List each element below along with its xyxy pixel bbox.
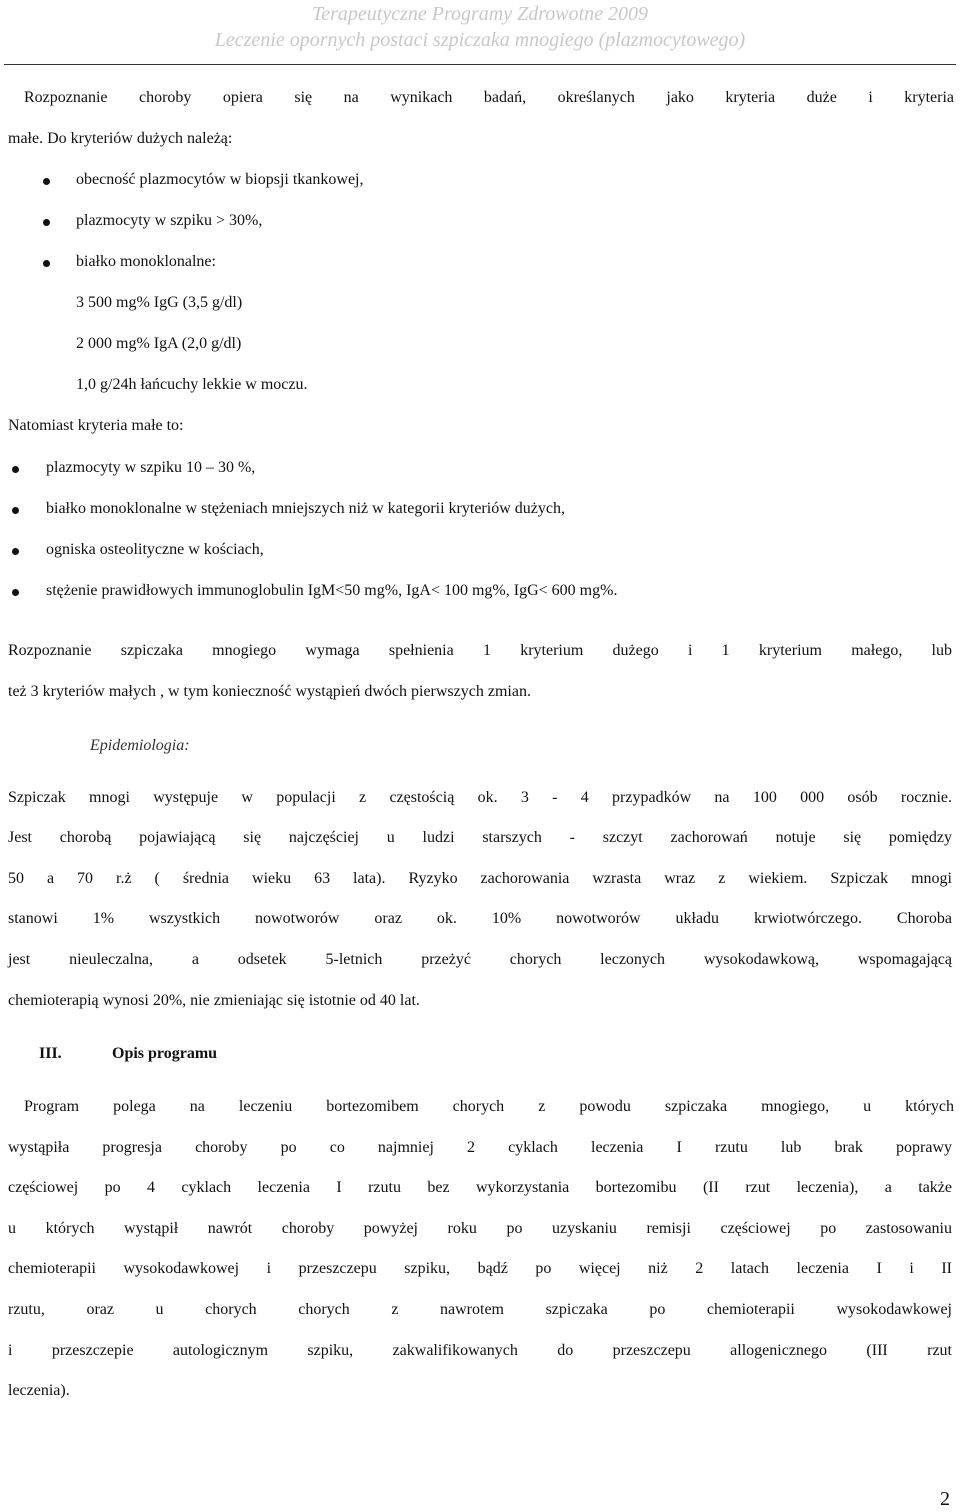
epidemiology-line-1: Szpiczak mnogi występuje w populacji z częstością ok. 3 - 4 przypadków na 100 000 osób rocznie. bbox=[8, 789, 952, 806]
epidemiology-line-3: 50 a 70 r.ż ( średnia wieku 63 lata). Ryzyko zachorowania wzrasta wraz z wiekiem. Szpiczak mnogi bbox=[8, 870, 952, 887]
bullet-icon bbox=[43, 219, 50, 226]
program-line-6: rzutu, oraz u chorych chorych z nawrotem szpiczaka po chemioterapii wysokodawkowej bbox=[8, 1301, 952, 1318]
epidemiology-line-5: jest nieuleczalna, a odsetek 5-letnich przeżyć chorych leczonych wysokodawkową, wspomagającą bbox=[8, 951, 952, 968]
bullet-icon bbox=[12, 589, 19, 596]
program-line-1: Program polega na leczeniu bortezomibem chorych z powodu szpiczaka mnogiego, u których bbox=[24, 1098, 954, 1115]
epidemiology-line-6: chemioterapią wynosi 20%, nie zmieniając się istotnie od 40 lat. bbox=[8, 992, 420, 1009]
epidemiology-line-4: stanowi 1% wszystkich nowotworów oraz ok. 10% nowotworów układu krwiotwórczego. Choroba bbox=[8, 910, 952, 927]
diagnosis-line-1: Rozpoznanie szpiczaka mnogiego wymaga spełnienia 1 kryterium dużego i 1 kryterium małego, lub bbox=[8, 642, 952, 659]
minor-criterion-3: ogniska osteolityczne w kościach, bbox=[46, 541, 264, 558]
program-line-8: leczenia). bbox=[8, 1382, 70, 1399]
minor-criterion-1: plazmocyty w szpiku 10 – 30 %, bbox=[46, 459, 256, 476]
bullet-icon bbox=[43, 178, 50, 185]
section-number: III. bbox=[39, 1045, 62, 1062]
program-line-5: chemioterapii wysokodawkowej i przeszczepu szpiku, bądź po więcej niż 2 latach leczenia I i II bbox=[8, 1260, 952, 1277]
major-criterion-1: obecność plazmocytów w biopsji tkankowej, bbox=[76, 171, 364, 188]
major-criterion-2: plazmocyty w szpiku > 30%, bbox=[76, 212, 263, 229]
bullet-icon bbox=[12, 507, 19, 514]
bullet-icon bbox=[12, 466, 19, 473]
program-line-4: u których wystąpił nawrót choroby powyżej roku po uzyskaniu remisji częściowej po zastosowaniu bbox=[8, 1220, 952, 1237]
minor-criteria-intro: Natomiast kryteria małe to: bbox=[8, 417, 184, 434]
bullet-icon bbox=[43, 260, 50, 267]
intro-line-1: Rozpoznanie choroby opiera się na wynikach badań, określanych jako kryteria duże i kryteria bbox=[24, 89, 954, 106]
program-line-2: wystąpiła progresja choroby po co najmniej 2 cyklach leczenia I rzutu lub brak poprawy bbox=[8, 1139, 952, 1156]
monoclonal-value-igg: 3 500 mg% IgG (3,5 g/dl) bbox=[76, 294, 243, 311]
major-criterion-3: białko monoklonalne: bbox=[76, 253, 216, 270]
header-divider bbox=[4, 64, 956, 65]
minor-criterion-2: białko monoklonalne w stężeniach mniejszych niż w kategorii kryteriów dużych, bbox=[46, 500, 565, 517]
intro-line-2: małe. Do kryteriów dużych należą: bbox=[8, 130, 233, 147]
header-subtitle: Leczenie opornych postaci szpiczaka mnogiego (plazmocytowego) bbox=[214, 29, 746, 51]
program-line-7: i przeszczepie autologicznym szpiku, zakwalifikowanych do przeszczepu allogenicznego (III rzut bbox=[8, 1342, 952, 1359]
minor-criterion-4: stężenie prawidłowych immunoglobulin IgM<50 mg%, IgA< 100 mg%, IgG< 600 mg%. bbox=[46, 582, 618, 599]
epidemiology-heading: Epidemiologia: bbox=[90, 737, 190, 754]
page-number: 2 bbox=[940, 1488, 950, 1510]
epidemiology-line-2: Jest chorobą pojawiającą się najczęściej u ludzi starszych - szczyt zachorowań notuje się pomiędzy bbox=[8, 829, 952, 846]
header-title: Terapeutyczne Programy Zdrowotne 2009 bbox=[311, 3, 649, 25]
program-line-3: częściowej po 4 cyklach leczenia I rzutu bez wykorzystania bortezomibu (II rzut leczenia), a także bbox=[8, 1179, 952, 1196]
section-title: Opis programu bbox=[112, 1045, 218, 1062]
diagnosis-line-2: też 3 kryteriów małych , w tym konieczność wystąpień dwóch pierwszych zmian. bbox=[8, 683, 531, 700]
monoclonal-value-iga: 2 000 mg% IgA (2,0 g/dl) bbox=[76, 335, 242, 352]
bullet-icon bbox=[12, 548, 19, 555]
monoclonal-value-light-chains: 1,0 g/24h łańcuchy lekkie w moczu. bbox=[76, 376, 308, 393]
